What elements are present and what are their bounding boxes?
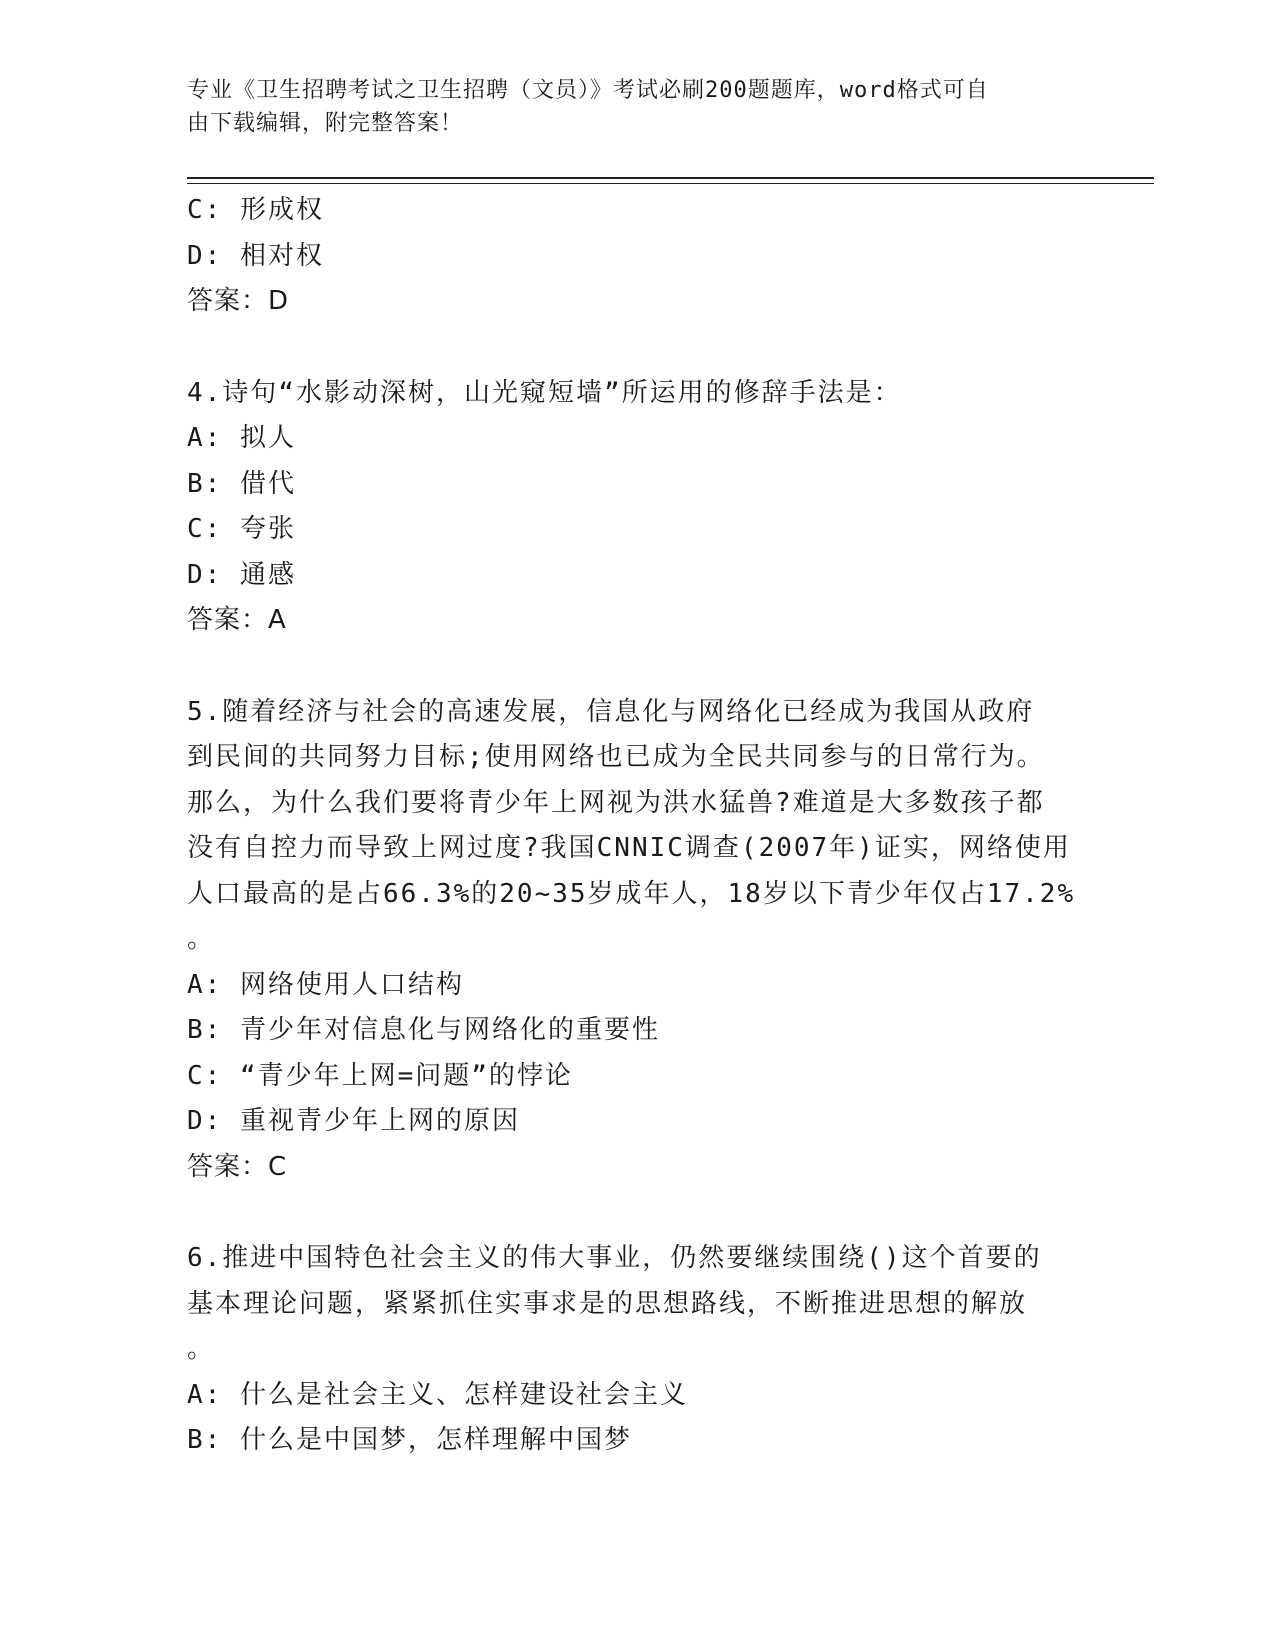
question-stem-line: 5.随着经济与社会的高速发展，信息化与网络化已经成为我国从政府 bbox=[187, 696, 1035, 727]
question-stem-line: 。 bbox=[187, 924, 216, 954]
option-a: A: 网络使用人口结构 bbox=[187, 969, 464, 1000]
answer-line: 答案：D bbox=[187, 286, 290, 316]
option-c: C: 形成权 bbox=[187, 195, 324, 225]
option-a: A: 什么是社会主义、怎样建设社会主义 bbox=[187, 1379, 688, 1410]
question-3-tail bbox=[187, 188, 1087, 325]
question-stem: 4.诗句“水影动深树，山光窥短墙”所运用的修辞手法是： bbox=[187, 377, 902, 408]
question-stem-line: 没有自控力而导致上网过度?我国CNNIC调查(2007年)证实，网络使用 bbox=[187, 833, 1071, 863]
option-b: B: 什么是中国梦，怎样理解中国梦 bbox=[187, 1425, 632, 1455]
question-stem-line: 那么，为什么我们要将青少年上网视为洪水猛兽?难道是大多数孩子都 bbox=[187, 787, 1045, 818]
question-stem-line: 基本理论问题，紧紧抓住实事求是的思想路线，不断推进思想的解放 bbox=[187, 1288, 1028, 1319]
question-stem-line: 到民间的共同努力目标;使用网络也已成为全民共同参与的日常行为。 bbox=[187, 742, 1045, 772]
option-b: B: 青少年对信息化与网络化的重要性 bbox=[187, 1015, 660, 1045]
option-b: B: 借代 bbox=[187, 468, 296, 499]
document-header bbox=[187, 74, 1067, 140]
question-stem-line: 人口最高的是占66.3%的20~35岁成年人，18岁以下青少年仅占17.2% bbox=[187, 878, 1076, 909]
header-divider-thin bbox=[187, 183, 1154, 184]
answer-line: 答案：A bbox=[187, 605, 287, 635]
question-list bbox=[187, 188, 1087, 1464]
question-spacer bbox=[187, 1190, 1087, 1236]
option-c: C: “青少年上网=问题”的悖论 bbox=[187, 1060, 573, 1091]
header-title-line-2: 由下载编辑，附完整答案！ bbox=[187, 111, 464, 136]
option-d: D: 重视青少年上网的原因 bbox=[187, 1106, 520, 1136]
question-stem-line: 6.推进中国特色社会主义的伟大事业，仍然要继续围绕()这个首要的 bbox=[187, 1243, 1042, 1273]
question-4 bbox=[187, 371, 1087, 644]
answer-line: 答案：C bbox=[187, 1151, 288, 1182]
question-5 bbox=[187, 690, 1087, 1191]
question-spacer bbox=[187, 644, 1087, 690]
question-6 bbox=[187, 1236, 1087, 1464]
question-spacer bbox=[187, 325, 1087, 371]
header-divider-thick bbox=[187, 177, 1154, 179]
option-c: C: 夸张 bbox=[187, 514, 296, 544]
question-stem-line: 。 bbox=[187, 1334, 216, 1364]
option-d: D: 相对权 bbox=[187, 240, 324, 271]
option-a: A: 拟人 bbox=[187, 423, 296, 453]
option-d: D: 通感 bbox=[187, 559, 296, 590]
header-title-line-1: 专业《卫生招聘考试之卫生招聘（文员）》考试必刷200题题库，word格式可自 bbox=[187, 78, 989, 103]
